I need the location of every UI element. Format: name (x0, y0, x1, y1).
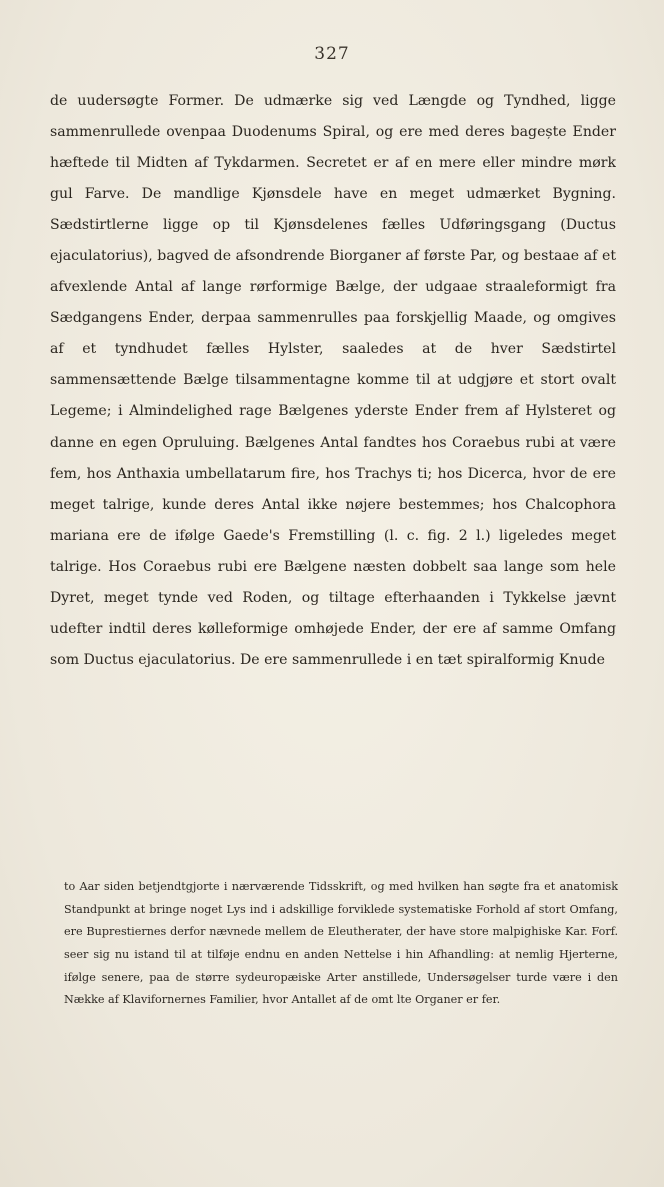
body-line: sammenrullede ovenpaa Duodenums Spiral, og ere med deres bagește Ender (50, 124, 616, 141)
body-line: sammensættende Bælge tilsammentagne komme til at udgjøre et stort ovalt (50, 372, 616, 389)
body-line: Sædstirtlerne ligge op til Kjønsdelenes fælles Udføringsgang (Ductus (50, 217, 616, 234)
page-number: 327 (314, 44, 350, 64)
footnote-line: seer sig nu istand til at tilføje endnu en anden Nettelse i hin Afhandling: at nemlig Hjerterne, (64, 948, 618, 962)
main-body-text (50, 86, 616, 676)
body-line: af et tyndhudet fælles Hylster, saaledes at de hver Sædstirtel (50, 341, 616, 358)
footnote-line: to Aar siden betjendtgjorte i nærværende Tidsskrift, og med hvilken han søgte fra et anatomisk (64, 880, 618, 893)
text-line: som Ductus ejaculatorius. De ere sammenrullede i en tæt spiralformig Knude (50, 651, 605, 668)
footnote-text (64, 876, 618, 1012)
text-line: Dyret, meget tynde ved Roden, og tiltage efterhaanden i Tykkelse jævnt (50, 589, 616, 606)
body-line: gul Farve. De mandlige Kjønsdele have en meget udmærket Bygning. (50, 186, 616, 203)
body-line: Legeme; i Almindelighed rage Bælgenes yderste Ender frem af Hylsteret og (50, 403, 616, 420)
text-line: udefter indtil deres kølleformige omhøjede Ender, der ere af samme Omfang (50, 620, 616, 637)
footnote-line: ere Buprestiernes derfor nævnede mellem de Eleutherater, der have store malpighiske Kar. Forf. (64, 925, 618, 939)
body-line: ejaculatorius), bagved de afsondrende Biorganer af første Par, og bestaae af et (50, 248, 616, 265)
body-line: afvexlende Antal af lange rørformige Bælge, der udgaae straaleformigt fra (50, 279, 616, 296)
body-line: meget talrige, kunde deres Antal ikke nøjere bestemmes; hos Chalcophora (50, 496, 616, 513)
footnote-line: ifølge senere, paa de større sydeuropæiske Arter anstillede, Undersøgelser turde være i den (64, 970, 618, 984)
body-line: Sædgangens Ender, derpaa sammenrulles paa forskjellig Maade, og omgives (50, 310, 616, 327)
body-line: de uudersøgte Former. De udmærke sig ved Længde og Tyndhed, ligge (50, 93, 616, 109)
body-line: fem, hos Anthaxia umbellatarum fire, hos Trachys ti; hos Dicerca, hvor de ere (50, 465, 616, 482)
body-line: mariana ere de ifølge Gaede's Fremstilling (l. c. fig. 2 l.) ligeledes meget (50, 527, 616, 544)
footnote-line: Standpunkt at bringe noget Lys ind i adskillige forviklede systematiske Forhold af stort Omfang, (64, 902, 618, 916)
text-line: talrige. Hos Coraebus rubi ere Bælgene næsten dobbelt saa lange som hele (50, 558, 616, 575)
footnote-line: Nække af Klavifornernes Familier, hvor Antallet af de omt lte Organer er fer. (64, 993, 501, 1007)
body-line: hæftede til Midten af Tykdarmen. Secretet er af en mere eller mindre mørk (50, 155, 616, 172)
body-line: danne en egen Opruluing. Bælgenes Antal fandtes hos Coraebus rubi at være (50, 434, 616, 451)
